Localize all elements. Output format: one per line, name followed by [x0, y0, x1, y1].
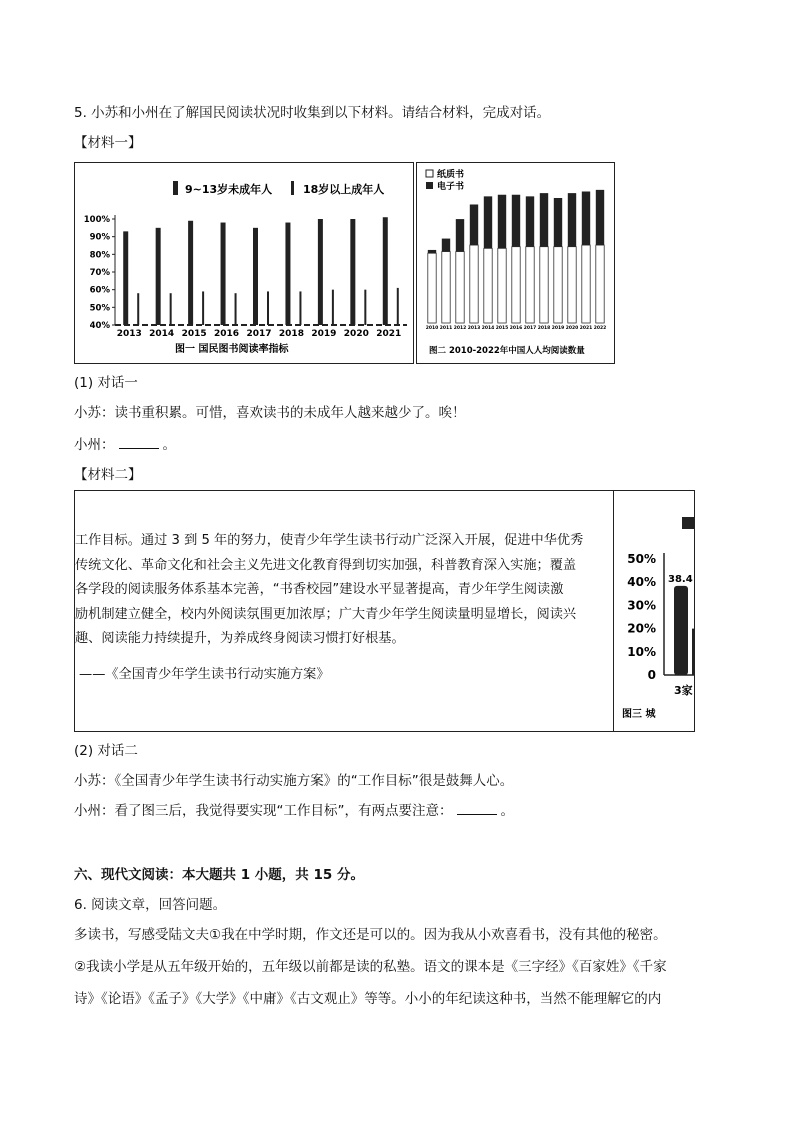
minor-reading-rate-bar: [123, 231, 128, 325]
adult-reading-rate-bar: [364, 290, 366, 325]
dialog-2-answer-blank[interactable]: [457, 802, 497, 815]
dialog-1-zhou: [74, 436, 176, 454]
paper-book-bar: [470, 245, 478, 323]
y-tick-label: 80%: [89, 250, 110, 261]
legend-adult-swatch: [291, 181, 294, 195]
dialog-2-zhou: [74, 802, 514, 820]
material-2-line: 传统文化、革命文化和社会主义先进文化教育得到切实加强，科普教育深入实施；覆盖: [75, 557, 577, 573]
article-paragraph-2-line-1: ②我读小学是从五年级开始的，五年级以前都是读的私塾。语文的课本是《三字经》《百家姓》《千家: [74, 959, 667, 975]
figure-3-svg: [612, 491, 694, 731]
paper-book-bar: [554, 247, 562, 323]
x-tick-label: 2016: [214, 329, 240, 339]
figure-1-reading-rate-chart: [74, 162, 414, 364]
material-2-line: 趣、阅读能力持续提升，为养成终身阅读习惯打好根基。: [75, 631, 405, 646]
year-tick-label: 2019: [551, 326, 565, 331]
year-tick-label: 2018: [537, 326, 551, 331]
question-5-stem: 5. 小苏和小州在了解国民阅读状况时收集到以下材料。请结合材料，完成对话。: [74, 105, 551, 121]
x-tick-label: 2018: [278, 329, 304, 339]
y-tick-label: 100%: [83, 215, 110, 225]
paper-book-bar: [540, 247, 548, 323]
minor-reading-rate-bar: [156, 228, 161, 325]
legend-minor-label: 9~13岁未成年人: [185, 183, 273, 196]
figure-3-bar-partial: [692, 629, 694, 675]
adult-reading-rate-bar: [137, 293, 139, 325]
ebook-bar: [484, 196, 492, 248]
figure-3-y-tick-label: 30%: [627, 598, 656, 613]
year-tick-label: 2015: [495, 326, 509, 331]
ebook-bar: [554, 198, 562, 247]
y-tick-label: 60%: [89, 285, 110, 296]
ebook-bar: [442, 239, 450, 252]
dialog-1-zhou-end: 。: [162, 437, 176, 453]
ebook-bar: [470, 204, 478, 245]
dialog-1-su: 小苏：读书重积累。可惜，喜欢读书的未成年人越来越少了。唉！: [74, 405, 466, 421]
figure-1-caption: 图一 国民图书阅读率指标: [175, 344, 289, 355]
dialog-1-answer-blank[interactable]: [119, 436, 159, 449]
dialog-2-su: 小苏：《全国青少年学生读书行动实施方案》的“工作目标”很是鼓舞人心。: [74, 773, 514, 789]
material-1-label: 【材料一】: [74, 135, 142, 151]
ebook-bar: [428, 250, 436, 253]
legend-paper-label: 纸质书: [437, 170, 465, 180]
figure-3-bar-label: 38.4: [668, 573, 693, 585]
paper-book-bar: [512, 247, 520, 323]
year-tick-label: 2020: [565, 326, 579, 331]
dialog-1-title: (1) 对话一: [74, 375, 138, 391]
year-tick-label: 2017: [523, 326, 537, 331]
legend-ebook-label: 电子书: [437, 182, 465, 192]
material-2-line: 工作目标。通过 3 到 5 年的努力，使青少年学生读书行动广泛深入开展，促进中华优秀: [75, 533, 584, 548]
figure-3-legend-swatch: [682, 517, 694, 529]
adult-reading-rate-bar: [267, 291, 269, 325]
figure-3-y-tick-label: 40%: [627, 575, 656, 590]
ebook-bar: [540, 193, 548, 247]
adult-reading-rate-bar: [299, 291, 301, 325]
paper-book-bar: [428, 253, 436, 323]
legend-adult-label: 18岁以上成年人: [303, 183, 385, 196]
ebook-bar: [568, 193, 576, 247]
paper-book-bar: [498, 248, 506, 323]
y-tick-label: 50%: [89, 303, 110, 314]
minor-reading-rate-bar: [221, 223, 226, 325]
figure-3-x-label: 3家: [674, 684, 693, 697]
figure-2-reading-volume-chart: [416, 162, 615, 364]
material-2-label: 【材料二】: [74, 467, 142, 483]
paper-book-bar: [442, 252, 450, 323]
legend-paper-swatch: [426, 170, 433, 177]
year-tick-label: 2022: [593, 326, 607, 331]
x-tick-label: 2019: [311, 329, 337, 339]
adult-reading-rate-bar: [397, 288, 399, 325]
adult-reading-rate-bar: [235, 293, 237, 325]
adult-reading-rate-bar: [170, 293, 172, 325]
x-tick-label: 2017: [246, 329, 272, 339]
article-paragraph-2-line-2: 诗》《论语》《孟子》《大学》《中庸》《古文观止》等等。小小的年纪读这种书，当然不能理解它的内: [74, 991, 662, 1007]
x-tick-label: 2021: [376, 329, 402, 339]
figure-3-bar: [674, 586, 688, 675]
material-2-text: [75, 529, 613, 652]
paper-book-bar: [484, 248, 492, 323]
paper-book-bar: [582, 245, 590, 323]
figure-3-chart: [612, 490, 695, 732]
x-tick-label: 2015: [181, 329, 207, 339]
year-tick-label: 2012: [453, 326, 467, 331]
ebook-bar: [596, 190, 604, 245]
figure-2-caption: 图二 2010-2022年中国人人均阅读数量: [429, 346, 585, 356]
figure-3-y-tick-label: 20%: [627, 621, 656, 636]
y-tick-label: 70%: [89, 268, 110, 278]
figure-3-y-tick-label: 10%: [627, 644, 656, 659]
year-tick-label: 2014: [481, 326, 495, 331]
material-2-line: 励机制建立健全，校内外阅读氛围更加浓厚；广大青少年学生阅读量明显增长，阅读兴: [75, 606, 577, 622]
minor-reading-rate-bar: [188, 221, 193, 325]
adult-reading-rate-bar: [332, 290, 334, 325]
adult-reading-rate-bar: [202, 291, 204, 325]
year-tick-label: 2016: [509, 326, 523, 331]
minor-reading-rate-bar: [253, 228, 258, 325]
ebook-bar: [456, 219, 464, 251]
dialog-2-zhou-text: 小州：看了图三后，我觉得要实现“工作目标”，有两点要注意：: [74, 803, 453, 819]
x-tick-label: 2020: [343, 329, 369, 339]
dialog-1-zhou-text: 小州：: [74, 437, 115, 453]
year-tick-label: 2010: [425, 326, 439, 331]
figure-3-y-tick-label: 50%: [627, 552, 656, 566]
minor-reading-rate-bar: [285, 223, 290, 325]
article-title-line: 多读书，写感受陆文夫①我在中学时期，作文还是可以的。因为我从小欢喜看书，没有其他的秘密。: [74, 927, 667, 943]
dialog-2-zhou-end: 。: [500, 803, 514, 819]
year-tick-label: 2021: [579, 326, 593, 331]
ebook-bar: [582, 191, 590, 245]
year-tick-label: 2011: [439, 326, 453, 331]
figure-2-svg: [417, 163, 614, 363]
y-tick-label: 40%: [89, 321, 110, 331]
question-6-stem: 6. 阅读文章，回答问题。: [74, 897, 227, 913]
y-tick-label: 90%: [89, 232, 110, 243]
minor-reading-rate-bar: [383, 217, 388, 325]
figure-3-caption: 图三 城: [622, 709, 656, 720]
dialog-2-title: (2) 对话二: [74, 743, 138, 759]
x-tick-label: 2014: [149, 329, 175, 339]
material-2-line: 各学段的阅读服务体系基本完善，“书香校园”建设水平显著提高，青少年学生阅读激: [75, 582, 564, 597]
paper-book-bar: [456, 252, 464, 323]
ebook-bar: [526, 196, 534, 246]
minor-reading-rate-bar: [318, 219, 323, 325]
year-tick-label: 2013: [467, 326, 481, 331]
figure-1-svg: [75, 163, 413, 363]
x-tick-label: 2013: [116, 329, 142, 339]
paper-book-bar: [526, 247, 534, 323]
section-6-heading: 六、现代文阅读：本大题共 1 小题，共 15 分。: [74, 867, 364, 883]
paper-book-bar: [568, 247, 576, 323]
minor-reading-rate-bar: [350, 219, 355, 325]
legend-minor-swatch: [173, 181, 178, 195]
material-2-source: ——《全国青少年学生读书行动实施方案》: [79, 667, 330, 682]
ebook-bar: [498, 195, 506, 249]
material-2-box: [74, 490, 614, 732]
legend-ebook-swatch: [426, 182, 433, 189]
ebook-bar: [512, 195, 520, 247]
figure-3-y-tick-label: 0: [647, 668, 656, 682]
paper-book-bar: [596, 245, 604, 323]
